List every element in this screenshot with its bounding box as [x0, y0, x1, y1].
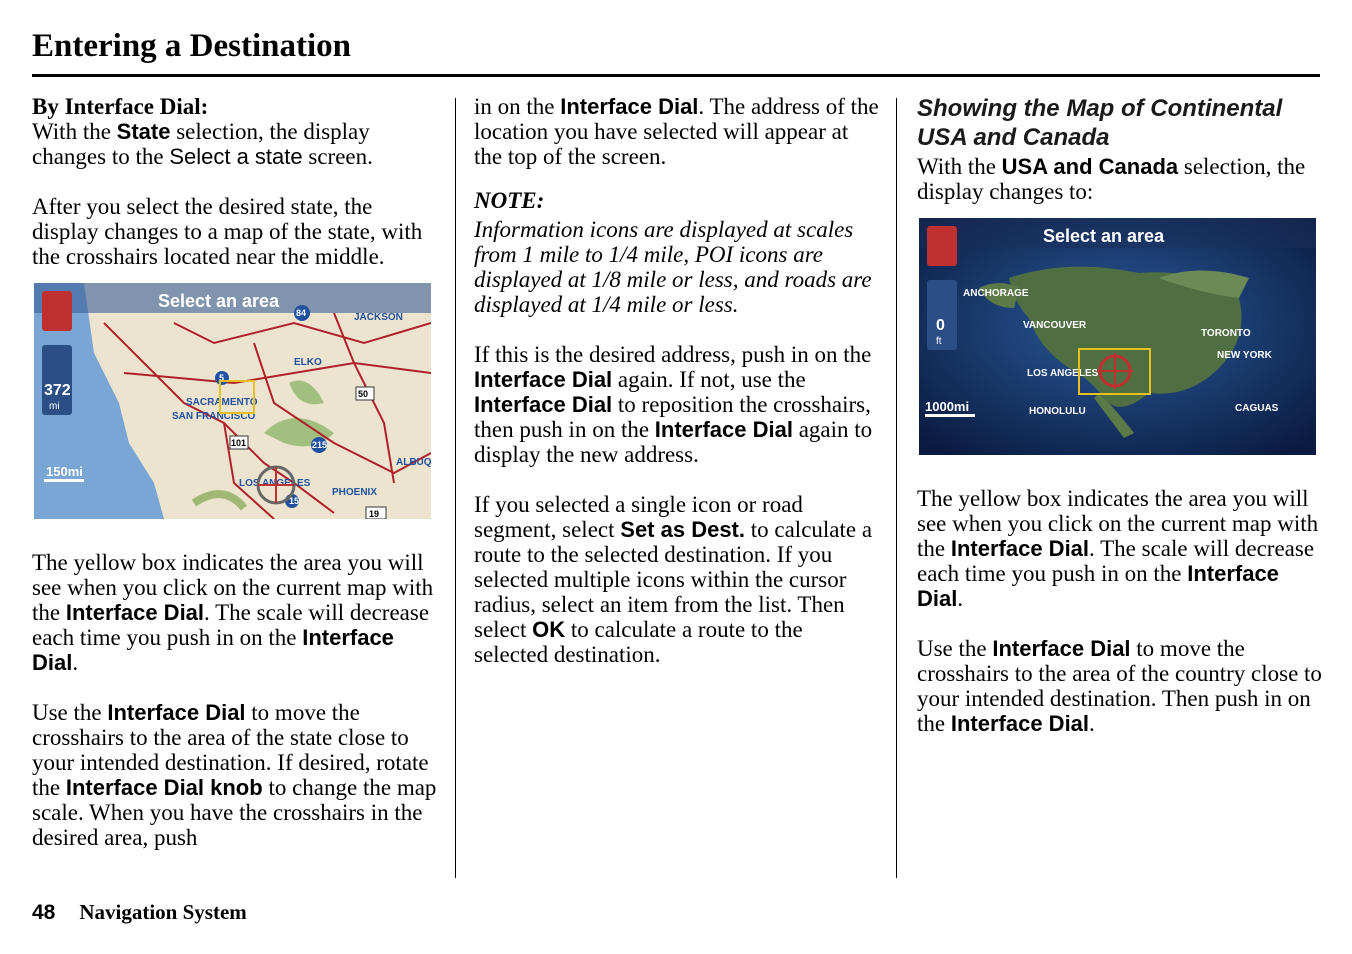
- text: .: [1089, 711, 1095, 736]
- text: to calculate a route to the selected destination. If you selected multiple icons within the cursor radius, select an item from the list. Then select: [474, 517, 873, 642]
- term-set-as-dest: Set as Dest.: [620, 517, 745, 542]
- text: .: [72, 650, 79, 675]
- text: . The address of the location you have selected will appear at the top of the screen.: [474, 94, 879, 169]
- road-shield: 5: [219, 373, 225, 383]
- text: The yellow box indicates the area you will see when you click on the current map with the: [917, 486, 1319, 561]
- text: With the: [32, 119, 117, 144]
- term-select-a-state: Select a state: [169, 144, 303, 169]
- term-interface-dial: Interface Dial: [917, 561, 1279, 611]
- text: The yellow box indicates the area you will see when you click on the current map with the: [32, 550, 434, 625]
- map-scale-value: 372: [44, 382, 71, 399]
- paragraph-move-crosshairs: [32, 700, 437, 850]
- road-shield: 215: [312, 440, 328, 450]
- text: in on the: [474, 94, 561, 119]
- paragraph-desired-address: [474, 342, 879, 467]
- road-shield: 50: [358, 389, 369, 399]
- column-3: [917, 94, 1322, 761]
- term-interface-dial: Interface Dial: [474, 367, 613, 392]
- footer-label: Navigation System: [79, 900, 247, 924]
- text: to calculate a route to the selected destination.: [474, 617, 803, 667]
- state-map-image: [34, 283, 431, 519]
- text: screen.: [302, 144, 373, 169]
- term-usa-and-canada: USA and Canada: [1001, 154, 1179, 179]
- text: again. If not, use the: [612, 367, 806, 392]
- column-2: [474, 94, 879, 692]
- column-divider: [455, 98, 456, 878]
- term-interface-dial: Interface Dial: [950, 711, 1090, 736]
- text: With the: [917, 154, 1002, 179]
- paragraph-yellow-box: [32, 550, 437, 675]
- text: to change the map scale. When you have the crosshairs in the desired area, push: [32, 775, 437, 850]
- continent-map-screenshot: [919, 218, 1322, 460]
- road-shield: 15: [289, 496, 300, 506]
- road-shield: 19: [369, 509, 380, 519]
- column-divider: [896, 98, 897, 878]
- term-interface-dial: Interface Dial: [654, 417, 793, 442]
- continent-map-image: [919, 218, 1316, 455]
- paragraph-move-crosshairs: [917, 636, 1322, 736]
- term-interface-dial: Interface Dial: [32, 625, 394, 675]
- city-label: HONOLULU: [1029, 406, 1086, 417]
- city-label: VANCOUVER: [1023, 320, 1087, 331]
- text: . The scale will decrease each time you push in on the: [32, 600, 430, 650]
- text: .: [957, 586, 964, 611]
- paragraph-yellow-box: [917, 486, 1322, 611]
- text: . The scale will decrease each time you push in on the: [917, 536, 1315, 586]
- city-label: CAGUAS: [1235, 403, 1279, 414]
- page-footer: [32, 900, 247, 925]
- road-shield: 84: [296, 308, 307, 318]
- text: again to display the new address.: [474, 417, 873, 467]
- map-header-text: Select an area: [1043, 226, 1165, 246]
- city-label: LOS ANGELES: [1027, 368, 1099, 379]
- text: If this is the desired address, push in on the: [474, 342, 872, 367]
- state-map-screenshot: [34, 283, 437, 524]
- text: to move the crosshairs to the area of the state close to your intended destination. If desired, rotate the: [32, 700, 429, 800]
- text: Use the: [32, 700, 108, 725]
- text: Use the: [917, 636, 993, 661]
- map-scale-unit: mi: [49, 401, 60, 412]
- paragraph-address: [474, 94, 879, 169]
- text: to reposition the crosshairs, then push in on the: [474, 392, 871, 442]
- city-label: ALBUQ: [396, 457, 431, 468]
- map-scale-bar-label: 1000mi: [925, 399, 970, 414]
- map-scale-bar-label: 150mi: [46, 464, 83, 479]
- column-1: [32, 94, 437, 875]
- text: selection, the display changes to the: [32, 119, 370, 169]
- map-scale-value: 0: [936, 317, 945, 334]
- page-number: 48: [32, 901, 56, 924]
- term-interface-dial: Interface Dial: [992, 636, 1131, 661]
- map-header-text: Select an area: [158, 291, 280, 311]
- term-interface-dial: Interface Dial: [107, 700, 246, 725]
- city-label: NEW YORK: [1217, 350, 1272, 361]
- term-interface-dial: Interface Dial: [65, 600, 205, 625]
- city-label: PHOENIX: [332, 487, 378, 498]
- paragraph-usa-canada: [917, 154, 1322, 204]
- term-interface-dial: Interface Dial: [560, 94, 699, 119]
- page-title: Entering a Destination: [32, 28, 352, 64]
- road-shield: 101: [231, 438, 247, 448]
- city-label: LOS ANGELES: [239, 478, 311, 489]
- term-ok: OK: [532, 617, 566, 642]
- paragraph-set-as-dest: [474, 492, 879, 667]
- city-label: ELKO: [294, 357, 322, 368]
- city-label: JACKSON: [354, 312, 403, 323]
- text: selection, the display changes to:: [917, 154, 1306, 204]
- city-label: ANCHORAGE: [963, 288, 1029, 299]
- text: to move the crosshairs to the area of the country close to your intended destination. Then push in on the: [917, 636, 1322, 736]
- term-state: State: [116, 119, 171, 144]
- title-rule: [32, 74, 1320, 77]
- term-interface-dial-knob: Interface Dial knob: [65, 775, 263, 800]
- term-interface-dial: Interface Dial: [474, 392, 613, 417]
- note-text: Information icons are displayed at scales from 1 mile to 1/4 mile, POI icons are displayed at 1/8 mile or less, and roads are displayed at 1/4 mile or less.: [474, 217, 872, 317]
- paragraph-state-map: After you select the desired state, the display changes to a map of the state, with the crosshairs located near the middle.: [32, 194, 423, 269]
- section-heading-interface-dial: By Interface Dial:: [32, 94, 209, 119]
- section-heading-continental-map: Showing the Map of Continental USA and Canada: [917, 95, 1283, 151]
- map-scale-unit: ft: [936, 336, 942, 347]
- term-interface-dial: Interface Dial: [950, 536, 1090, 561]
- note-heading: NOTE:: [474, 188, 545, 213]
- city-label: SACRAMENTO: [186, 397, 258, 408]
- paragraph-state-selection: [32, 119, 437, 169]
- city-label: TORONTO: [1201, 328, 1251, 339]
- text: If you selected a single icon or road segment, select: [474, 492, 803, 542]
- city-label: SAN FRANCISCO: [172, 411, 256, 422]
